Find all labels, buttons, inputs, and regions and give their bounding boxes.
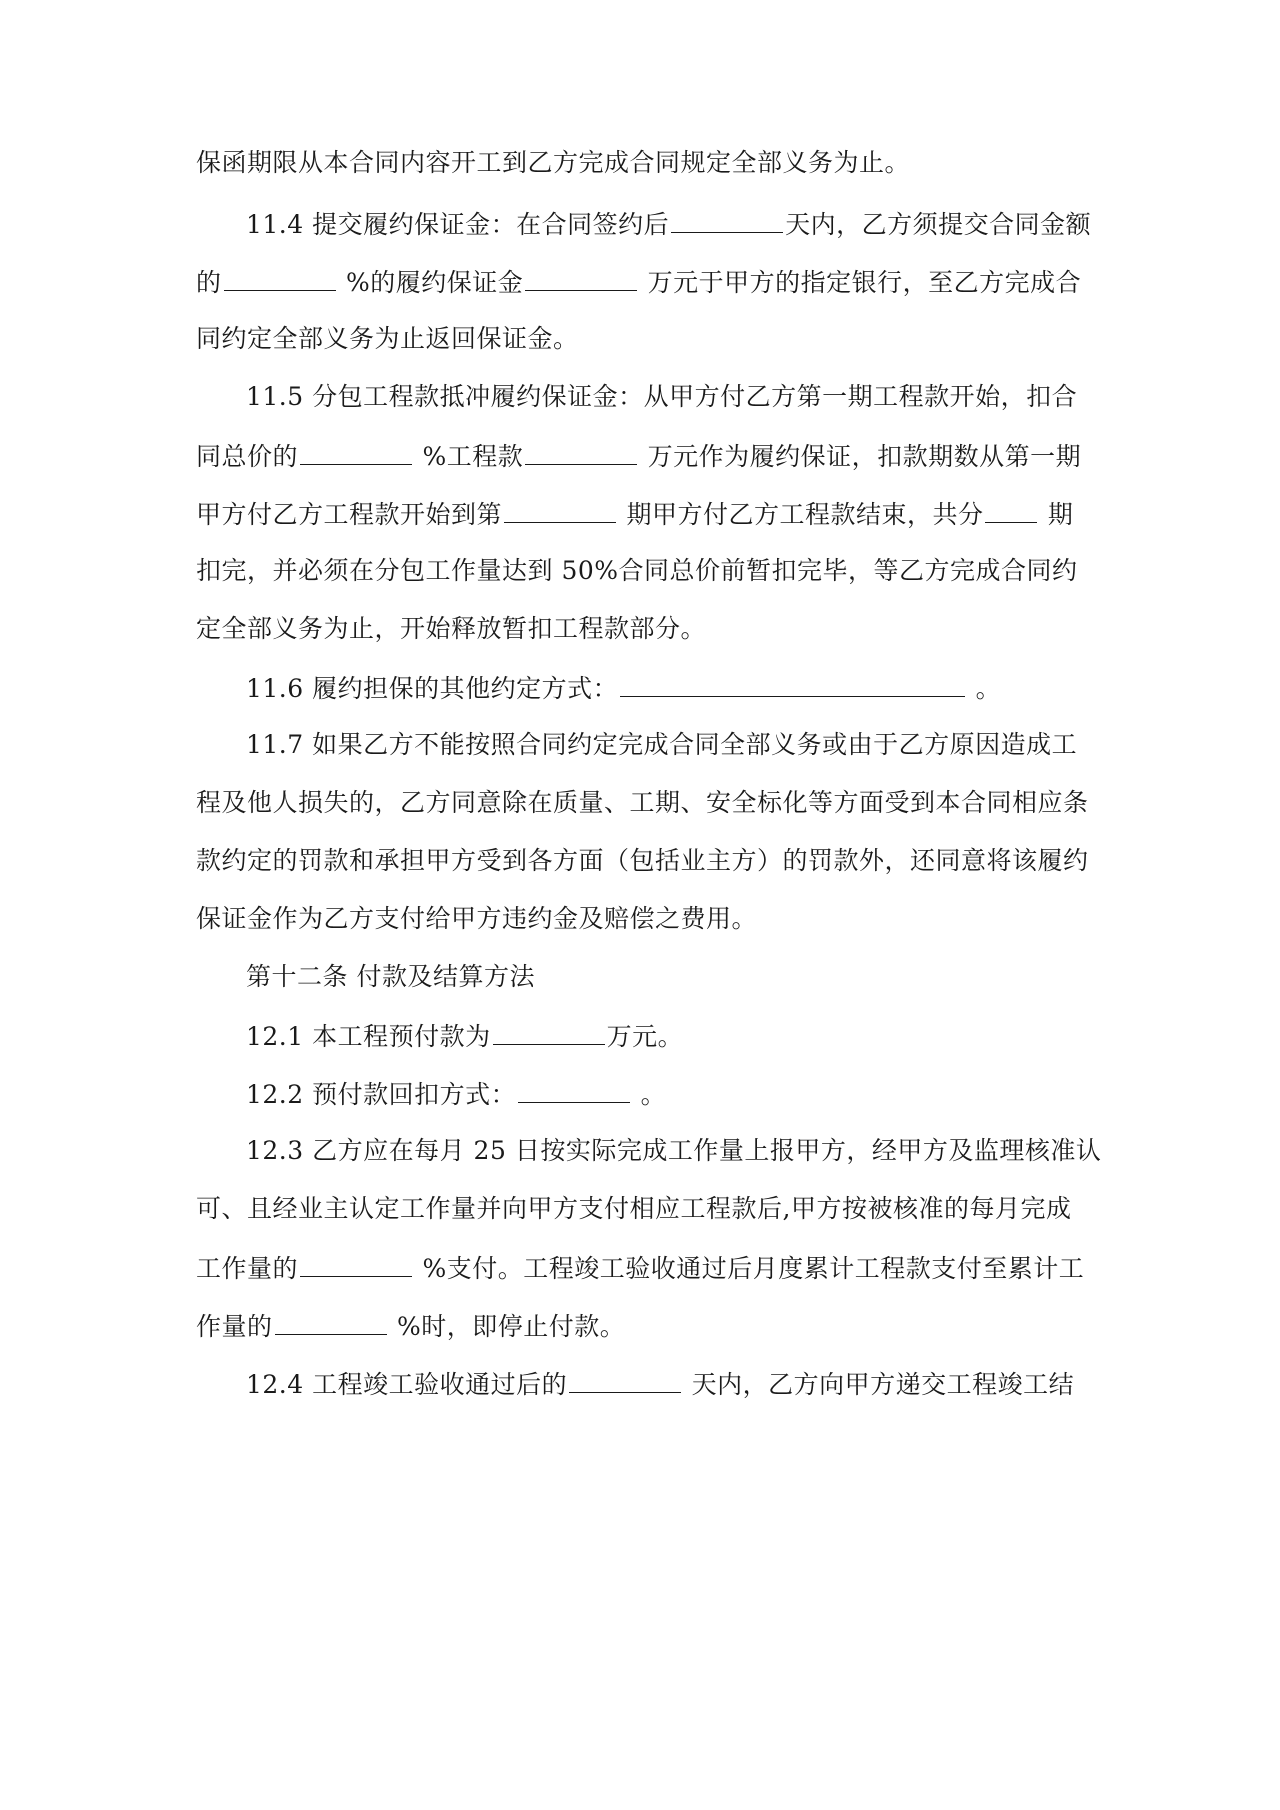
paragraph-guarantee-period: 保函期限从本合同内容开工到乙方完成合同规定全部义务为止。 <box>196 148 911 177</box>
blank-field-percent[interactable] <box>300 438 412 465</box>
blank-field-amount[interactable] <box>525 264 637 291</box>
clause-12-3-line2: 可、且经业主认定工作量并向甲方支付相应工程款后,甲方按被核准的每月完成 <box>196 1194 1072 1223</box>
clause-11-7-line4: 保证金作为乙方支付给甲方违约金及赔偿之费用。 <box>196 904 758 933</box>
blank-field-percent[interactable] <box>275 1308 387 1335</box>
clause-11-7-line2: 程及他人损失的，乙方同意除在质量、工期、安全标化等方面受到本合同相应条 <box>196 788 1089 817</box>
blank-field-amount[interactable] <box>525 438 637 465</box>
blank-field-period-count[interactable] <box>985 496 1037 523</box>
blank-field-percent[interactable] <box>224 264 336 291</box>
clause-12-3-line3: 工作量的 %支付。工程竣工验收通过后月度累计工程款支付至累计工 <box>196 1250 1084 1286</box>
blank-field-other-method[interactable] <box>620 670 965 697</box>
clause-11-7-line1: 11.7 如果乙方不能按照合同约定完成合同全部义务或由于乙方原因造成工 <box>246 730 1078 759</box>
blank-field-prepayment[interactable] <box>493 1018 605 1045</box>
blank-field-deduction-method[interactable] <box>518 1076 630 1103</box>
clause-11-4-line3: 同约定全部义务为止返回保证金。 <box>196 324 579 353</box>
clause-12-1-line1: 12.1 本工程预付款为 万元。 <box>246 1018 683 1054</box>
clause-11-4-line2: 的 %的履约保证金 万元于甲方的指定银行，至乙方完成合 <box>196 264 1081 300</box>
clause-11-5-line4: 扣完，并必须在分包工作量达到 50%合同总价前暂扣完毕，等乙方完成合同约 <box>196 556 1078 585</box>
clause-11-4-line1: 11.4 提交履约保证金：在合同签约后 天内，乙方须提交合同金额 <box>246 206 1091 242</box>
blank-field-period[interactable] <box>504 496 616 523</box>
clause-12-2-line1: 12.2 预付款回扣方式： 。 <box>246 1076 666 1112</box>
clause-11-5-line5: 定全部义务为止，开始释放暂扣工程款部分。 <box>196 614 707 643</box>
article-12-heading: 第十二条 付款及结算方法 <box>246 962 535 991</box>
clause-11-7-line3: 款约定的罚款和承担甲方受到各方面（包括业主方）的罚款外，还同意将该履约 <box>196 846 1089 875</box>
clause-11-5-line3: 甲方付乙方工程款开始到第 期甲方付乙方工程款结束，共分 期 <box>196 496 1073 532</box>
clause-12-3-line4: 作量的 %时，即停止付款。 <box>196 1308 625 1344</box>
blank-field-days[interactable] <box>569 1366 681 1393</box>
blank-field-percent[interactable] <box>300 1250 412 1277</box>
blank-field-days[interactable] <box>671 206 783 233</box>
clause-12-3-line1: 12.3 乙方应在每月 25 日按实际完成工作量上报甲方，经甲方及监理核准认 <box>246 1136 1102 1165</box>
clause-11-5-line2: 同总价的 %工程款 万元作为履约保证，扣款期数从第一期 <box>196 438 1081 474</box>
clause-11-6-line1: 11.6 履约担保的其他约定方式： 。 <box>246 670 1001 706</box>
clause-11-5-line1: 11.5 分包工程款抵冲履约保证金：从甲方付乙方第一期工程款开始，扣合 <box>246 382 1078 411</box>
clause-12-4-line1: 12.4 工程竣工验收通过后的 天内，乙方向甲方递交工程竣工结 <box>246 1366 1074 1402</box>
